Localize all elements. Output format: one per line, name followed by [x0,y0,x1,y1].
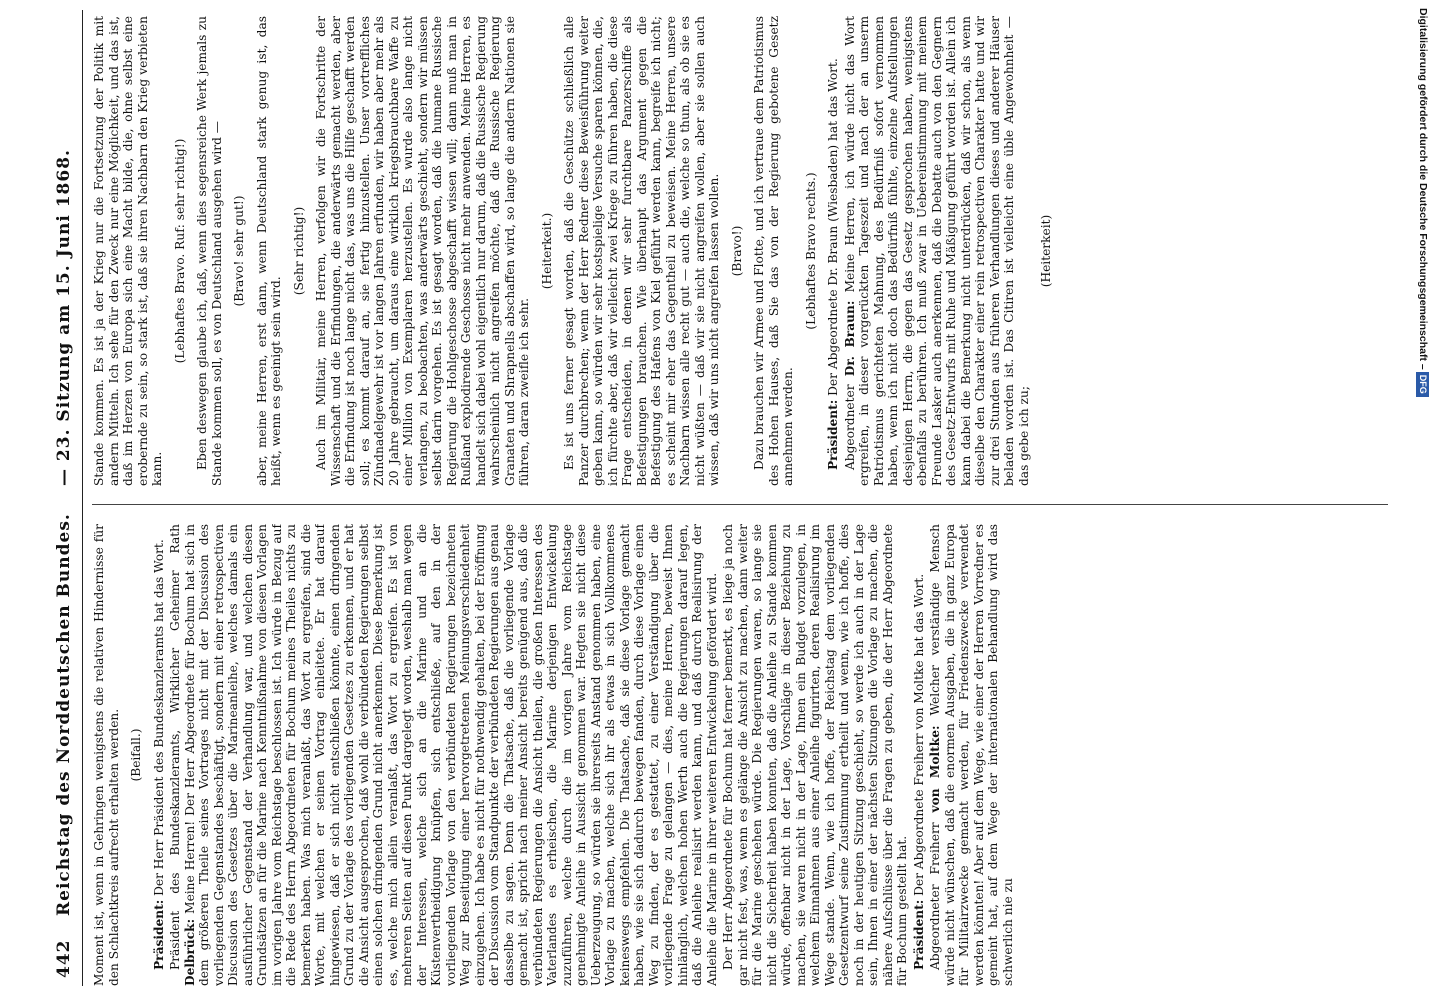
paragraph [912,524,927,986]
interjection: (Lebhaftes Bravo. Ruf: sehr richtig!) [172,138,187,364]
speaker-name: Präsident: [826,399,840,470]
paragraph: Es ist uns ferner gesagt worden, daß die Geschütze schließlich alle Panzer durchbrechen; wenn der Herr Redner diese Beweisführung weiter geben kann, so würden wir sehr kostspielige Versuche sparen können, die, ich fürchte aber, daß wir vielleicht zwei Kriege zu führen haben, die diese Frage entscheiden, in denen wir sehr furchtbare Panzerschiffe als Befestigungen brauchen. Wie überhaupt das Argument gegen die Befestigung des Hafens von Kiel geführt werden kann, begreife ich nicht; es scheint mir eher das Gegentheil zu beweisen. Meine Herren, unsere Nachbarn wissen alle recht gut — auch die, welche so thun, als ob sie es nicht wüßten — daß wir sie nicht angreifen wollen, aber sie sollen auch wissen, daß wir uns nicht angreifen lassen wollen. [562,16,721,486]
speaker-name: Delbrück: [182,918,197,986]
paragraph [826,16,841,486]
speech-text: Der Herr Präsident des Bundeskanzleramts hat das Wort. [151,539,166,896]
running-title-right: — 23. Sitzung am 15. Juni 1868. [54,149,74,486]
page-content [26,10,1406,986]
interjection: (Sehr richtig!) [291,206,306,296]
speaker-title: Abgeordneter Freiherr [928,822,942,970]
speaker-name: Präsident: [151,899,166,970]
speech-text: Der Abgeordnete Dr. Braun (Wiesbaden) hat das Wort. [826,58,840,396]
paragraph [152,524,167,986]
speech-text: Meine Herren! Der Herr Abgeordnete für Bochum hat sich in dem größeren Theile seines Vortrages nicht mit der Discussion des vorliegenden Gegenstandes beschäftigt, sondern mit einer retrospectiven Discussion des Gesetzes über die Marineanleihe, welches damals ein ausführlicher Gegenstand der Verhandlung war, und welchen diesen Grundsätzen an für die Marine nach Kenntnißnahme von diesen Vorlagen im vorigen Jahre vom Reichstage beschlossen ist. Ich würde in Bezug auf die Rede des Herrn Abgeordneten für Bochum meines Theiles nichts zu bemerken haben. Was mich veranlaßt, das Wort zu ergreifen, sind die Worte, mit welchen er seinen Vortrag einleitete. Er hat darauf hingewiesen, daß er sich nicht entschließen könnte, einen dringenden Grund zu der Vorlage des vorliegenden Gesetzes zu erkennen, und er hat die Ansicht ausgesprochen, daß wohl die verbündeten Regierungen selbst einen solchen dringenden Grund nicht anerkennen. Diese Bemerkung ist es, welche mich allein veranlaßt, das Wort zu ergreifen. Es ist von mehreren Seiten auf diesen Punkt dargelegt worden, weshalb man wegen der Interessen, welche sich an die Marine und an die Küstenvertheidigung knüpfen, sich entschließe, auf den in der vorliegenden Vorlage von den verbündeten Regierungen bezeichneten Weg zur Beseitigung einer hervorgetretenen Meinungsverschiedenheit einzugehen. Ich habe es nicht für nothwendig gehalten, bei der Eröffnung der Discussion vom Standpunkte der verbündeten Regierungen aus genau dasselbe zu sagen. Denn die Thatsache, daß die vorliegende Vorlage gemacht ist, spricht nach meiner Ansicht bereits genügend aus, daß die verbündeten Regierungen die Ansicht theilen, die großen Interessen des Vaterlandes es erheischen, die Marine derjenigen Entwickelung zuzuführen, welche durch die im vorigen Jahre vom Reichstage genehmigte Anleihe in Aussicht genommen war. Hegten sie nicht diese Ueberzeugung, so würden sie ihrerseits Anstand genommen haben, eine Vorlage zu machen, welche sich ihr als etwas in sich Vollkommenes keineswegs empfehlen. Die Thatsache, daß sie diese Vorlage gemacht haben, wie sie sich dadurch bewegen fanden, durch diese Vorlage einen Weg zu finden, der es gestattet, zu einer Verständigung über die vorliegende Frage zu gelangen — dies, meine Herren, beweist Ihnen hinlänglich, welchen hohen Werth auch die Regierungen darauf legen, daß die Anleihe realisirt werden kann, und daß durch Realisirung der Anleihe die Marine in ihrer weiteren Entwickelung gefördert wird. [182,524,719,986]
speaker-name: Präsident: [911,899,926,970]
header-rule [82,10,83,986]
interjection: (Beifall.) [129,728,143,782]
speaker-name: Dr. Braun: [842,300,857,377]
paragraph [843,16,1032,486]
speech-text: Welcher verständige Mensch würde nicht wünschen, daß die enormen Ausgaben, die in ganz Europa für Militairzwecke gemacht werden, für Friedenszwecke verwendet werden könnten! Aber auf dem Wege, wie einer der Herren Vorredner es gemeint hat, auf dem Wege der internationalen Behandlung wird das schwerlich nie zu [928,524,1015,986]
speaker-title: Präsident des Bundeskanzleramts, Wirklicher Geheimer Rath [168,524,182,970]
left-column [92,524,1388,986]
digitization-credit [1413,0,1432,1008]
digitization-credit-strip [1413,0,1432,1000]
column-divider [92,504,1388,505]
speaker-title: Abgeordneter [842,384,857,470]
interjection: (Lebhaftes Bravo rechts.) [803,172,818,330]
paragraph: Der Herr Abgeordnete für Bochum hat ferner bemerkt, es liege ja noch gar nicht fest, was, wenn es gelänge die Ansicht zu machen, dann weiter für die Marine geschehen würde. Die Regierungen waren, so lange sie nicht die Sicherheit haben konnten, daß die Anleihe zu Stande kommen würde, offenbar nicht in der Lage, Vorschläge in dieser Beziehung zu machen, sie waren nicht in der Lage, Ihnen ein Budget vorzulegen, in welchem Einnahmen aus einer Anleihe figurirten, deren Realisirung im Wege stande. Wenn, wie ich hoffe, der Reichstag dem vorliegenden Gesetzentwurf seine Zustimmung ertheilt und wenn, wie ich hoffe, dies noch in der heutigen Sitzung geschieht, so werde ich auch in der Lage sein, Ihnen in einer der nächsten Sitzungen die Vorlage zu machen, die nähere Aufschlüsse über die Fragen zu geben, die der Herr Abgeordnete für Bochum gestellt hat. [721,524,909,986]
interjection: (Bravo!) [729,225,744,277]
paragraph [168,524,719,986]
paragraph: Eben deswegen glaube ich, daß, wenn dies segensreiche Werk jemals zu Stande kommen soll, es von Deutschland ausgehen wird — [195,16,224,486]
page-header [26,10,90,986]
speech-text: Der Abgeordnete Freiherr von Moltke hat das Wort. [911,573,926,896]
running-title-left: Reichstag des Norddeutschen Bundes. [54,513,74,916]
dfg-logo: DFG [1416,372,1429,397]
paragraph: Dazu brauchen wir Armee und Flotte, und ich vertraue dem Patriotismus des Hohen Hauses, daß Sie das von der Regierung gebotene Gesetz annehmen werden. [752,16,795,486]
paragraph: Auch im Militair, meine Herren, verfolgen wir die Fortschritte der Wissenschaft und die Erfindungen, die anderwärts gemacht werden, aber die Erfindung ist noch lange nicht das, was uns die Hilfe geschafft werden soll; es kommt darauf an, sie fertig hinzustellen. Unser vortreffliches Zündnadelgewehr ist vor langen Jahren erfunden, wir haben aber mehr als 20 Jahre gebraucht, um daraus eine wirklich kriegsbrauchbare Waffe zu einer Million von Exemplaren herzustellen. Es wurde also lange nicht verlangen, zu beobachten, was anderwärts geschieht, sondern wir müssen selbst darin vorgehen. Es ist gesagt worden, daß die humane Russische Regierung die Hohlgeschosse abgeschafft wissen will; dann muß man in Rußland explodirende Geschosse nicht mehr anwenden. Meine Herren, es handelt sich dabei wohl eigentlich nur darum, daß die Russische Regierung wahrscheinlich nicht angreifen möchte, daß die Russische Regierung Granaten und Shrapnells abschaffen wird, so lange die andern Nationen sie führen, daran zweifle ich sehr. [314,16,531,486]
paragraph [928,524,1015,986]
right-column [92,16,1388,486]
speaker-name: von Moltke: [928,725,942,813]
paragraph: Stande kommen. Es ist ja der Krieg nur die Fortsetzung der Politik mit andern Mitteln. Ich sehe für den Zweck nur eine Möglichkeit, und das ist, daß im Herzen von Europa sich eine Macht bilde, die, ohne selbst eine erobernde zu sein, so stark ist, daß sie ihren Nachbarn den Krieg verbieten kann. [92,16,164,486]
interjection: (Heiterkeit.) [539,212,554,290]
credit-text: Digitalisierung gefördert durch die Deutsche Forschungsgemeinschaft – [1417,8,1429,370]
interjection: (Heiterkeit) [1039,214,1053,288]
page-number: 442 [54,939,74,978]
paragraph: Moment ist, wenn in Gehringen wenigstens die relativen Hindernisse für den Schlachtkreis aufrecht erhalten werden. [92,524,121,986]
speech-text: Meine Herren, ich würde nicht das Wort ergreifen, in dieser vorgerückten Tageszeit und nach der an unserm Patriotismus gerichteten Mahnung, des Bedürfniß sofort vernommen haben, wenn ich nicht doch das Bedürfniß fühlte, einzelne Aufstellungen desjenigen Herrn, die gegen das Gesetz gesprochen haben, wenigstens ebenfalls zu berühren. Ich muß zwar in Uebereinstimmung mit meinem Freunde Lasker auch anerkennen, daß die Debatte auch von den Gegnern des Gesetz-Entwurfs mit Ruhe und Mäßigung geführt worden ist. Allein ich kann dabei die Bemerkung nicht unterdrücken, daß wir schon, als wenn dieselbe den Charakter einer rein retrospectiven Charakter hatte und wir zur drei Stunden aus früheren Verhandlungen dieses und anderer Häuser beladen worden ist. Das Citiren ist vielleicht eine üble Angewohnheit — das gebe ich zu; [842,16,1031,486]
paragraph: aber, meine Herren, erst dann, wenn Deutschland stark genug ist, das heißt, wenn es geeinigt sein wird. [254,16,283,486]
interjection: (Bravo! sehr gut!) [232,195,246,307]
